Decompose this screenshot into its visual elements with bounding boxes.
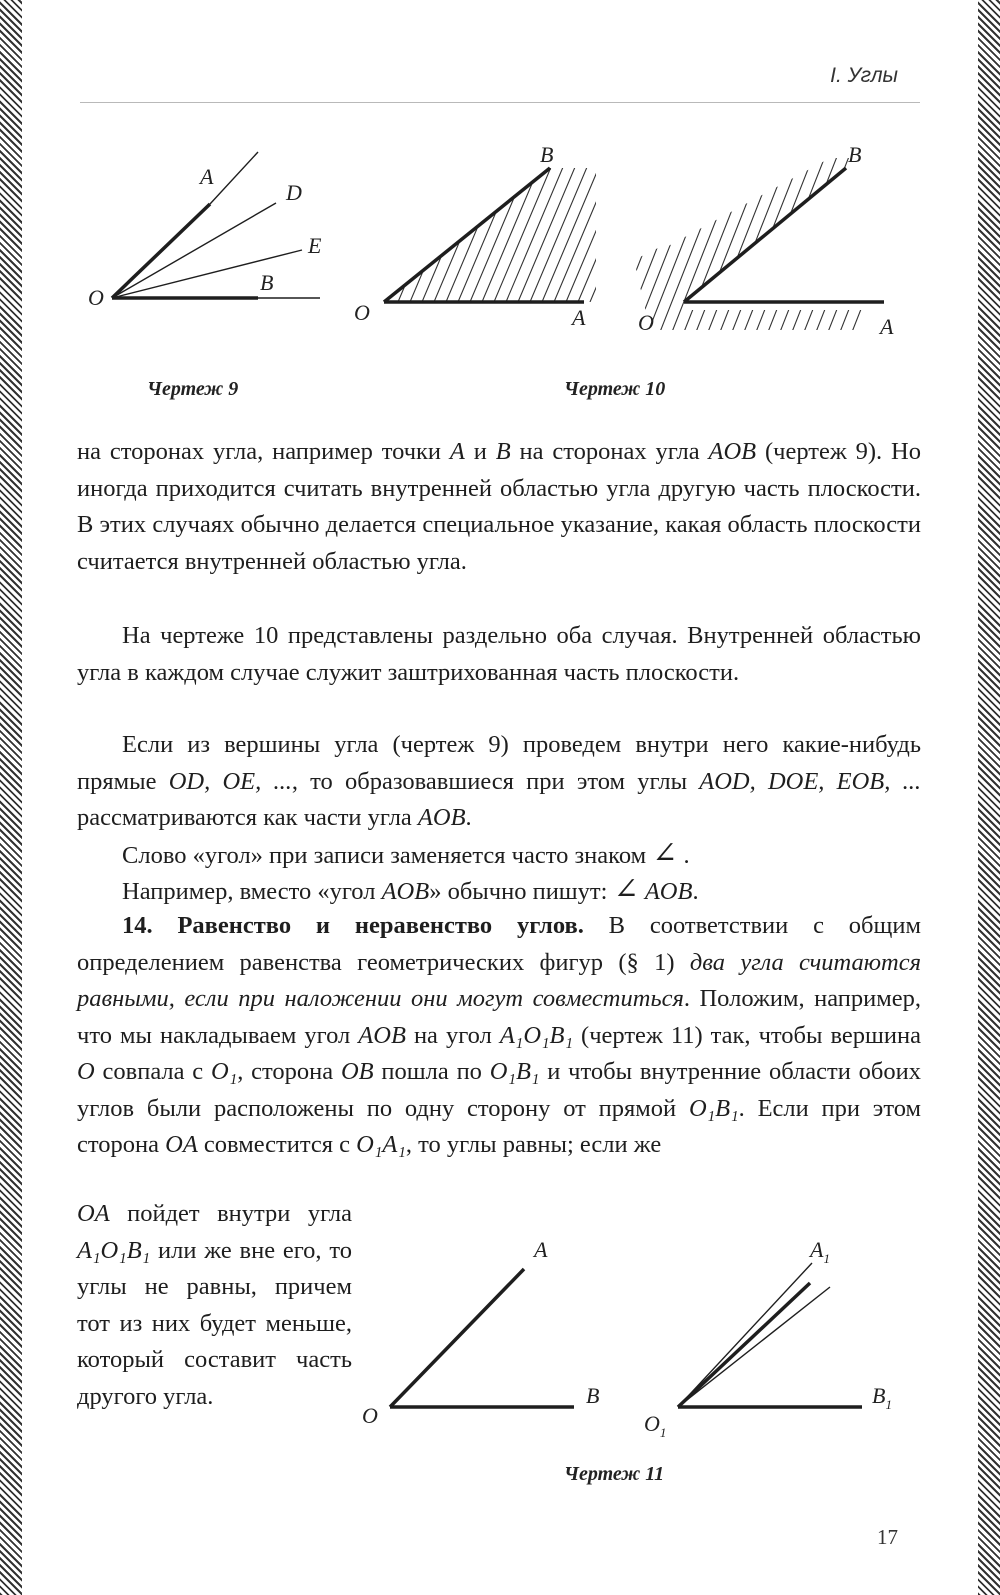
- hatch-line: [470, 160, 530, 302]
- italic-run: O₁: [211, 1058, 238, 1085]
- italic-run: AOB: [417, 804, 466, 831]
- paragraph-4: Слово «угол» при записи заменяется часто знаком ∠ .: [122, 837, 690, 870]
- paragraph-6: [77, 908, 921, 1164]
- italic-run: AOB: [381, 878, 430, 905]
- italic-run: O₁A₁: [356, 1131, 406, 1158]
- text-run: Если из вершины угла (чертеж 9) проведем внутри него какие-нибудь прямые: [77, 731, 921, 795]
- header-rule: [80, 102, 920, 103]
- figure-11-left: [352, 1235, 642, 1435]
- text-run: совпала с: [94, 1058, 211, 1085]
- label-o1: $O_1$: [644, 1411, 667, 1440]
- paragraph-3: [77, 727, 921, 837]
- caption-figure-11: Чертеж 11: [564, 1463, 665, 1485]
- label-e: E: [308, 233, 322, 258]
- italic-run: A: [449, 438, 465, 465]
- italic-run: AOB: [644, 878, 693, 905]
- hatch-line: [578, 160, 638, 302]
- label-b: B: [586, 1383, 600, 1408]
- hatch-line: [816, 154, 886, 332]
- text-run: на сторонах угла: [510, 438, 709, 465]
- text-run: (чертеж 11) так, чтобы вершина: [573, 1021, 922, 1049]
- paragraph-5: [77, 872, 921, 911]
- page-number: 17: [877, 1525, 898, 1549]
- section-heading: 14. Равенство и неравенство углов.: [122, 912, 584, 939]
- hatch-line: [554, 160, 614, 302]
- hatch-line: [840, 154, 910, 332]
- label-b: B: [260, 270, 274, 295]
- italic-run: O₁B₁: [688, 1094, 739, 1122]
- text-run: » обычно пишут:: [429, 878, 614, 905]
- hatch-line: [410, 160, 470, 302]
- text-run: пошла по: [373, 1058, 490, 1085]
- angle-sign: ∠: [652, 837, 678, 870]
- figure-11-right: [640, 1235, 930, 1445]
- italic-run: O: [77, 1058, 95, 1085]
- italic-run: OA: [165, 1131, 198, 1158]
- left-decorative-border: [0, 0, 22, 1595]
- text-run: и: [464, 438, 496, 465]
- hatch-line: [828, 154, 898, 332]
- text-run: пойдет внутри угла: [109, 1200, 352, 1227]
- text-run: .: [692, 878, 699, 905]
- caption-figure-10: Чертеж 10: [564, 378, 666, 400]
- book-page: [22, 0, 978, 1595]
- figure-10-left: [350, 140, 620, 340]
- label-a1: $A_1$: [810, 1237, 830, 1266]
- text-run: Например, вместо «угол: [122, 878, 382, 905]
- label-a: A: [572, 305, 586, 330]
- text-run: , сторона: [237, 1058, 341, 1085]
- label-b: B: [540, 142, 554, 167]
- angle-sign: ∠: [613, 873, 639, 906]
- hatch-line: [518, 160, 578, 302]
- hatch-line: [446, 160, 506, 302]
- ray-oa-ext: [210, 152, 258, 204]
- hatch-line: [804, 154, 874, 332]
- text-run: или же вне его, то углы не равны, причем тот из них будет меньше, который составит часть другого угла.: [77, 1236, 352, 1410]
- side-oa-overlay: [678, 1283, 810, 1407]
- side-o1a1: [678, 1263, 812, 1407]
- italic-run: AOB: [358, 1021, 406, 1049]
- label-o: O: [354, 300, 370, 325]
- text-run: . Если при этом сторона: [77, 1094, 921, 1158]
- running-header: I. Углы: [830, 64, 898, 87]
- text-run: рассматриваются как части угла: [77, 804, 418, 831]
- hatch-line: [434, 160, 494, 302]
- label-o: O: [88, 285, 104, 310]
- paragraph-7: [77, 1196, 352, 1415]
- text-run: .: [465, 804, 472, 831]
- text-run: на сторонах угла, например точки: [77, 438, 450, 465]
- text-run: (чертеж 9). Но иногда приходится считать внутренней областью угла другую часть плоскости. В этих случаях обычно делается специальное указание, какая область плоскости считается внутренней областью угла.: [77, 438, 921, 575]
- italic-run: OB: [340, 1058, 374, 1085]
- ray-oe: [112, 250, 302, 298]
- italic-run: OD, OE, ...: [168, 767, 292, 795]
- text-run: Слово «угол» при записи заменяется часто знаком: [122, 842, 647, 869]
- definition-italic: два угла считаются равными, если при наложении они могут совместиться: [77, 948, 921, 1012]
- italic-run: AOB: [708, 438, 757, 465]
- right-decorative-border: [978, 0, 1000, 1595]
- label-a: A: [880, 314, 894, 339]
- side-ob: [684, 168, 846, 302]
- figure-9: [80, 140, 350, 340]
- text-run: на угол: [405, 1021, 500, 1049]
- label-b1: $B_1$: [872, 1383, 892, 1412]
- hatch-line: [852, 154, 922, 332]
- hatch-line: [374, 160, 434, 302]
- hatch-line: [386, 160, 446, 302]
- paragraph-2: На чертеже 10 представлены раздельно оба случая. Внутренней областью угла в каждом случае служит заштрихованная часть плоскости.: [77, 622, 921, 686]
- text-run: . Положим, например, что мы накладываем угол: [77, 985, 921, 1049]
- text-run: , то углы равны; если же: [405, 1131, 662, 1158]
- label-a: A: [534, 1237, 548, 1262]
- hatch-line: [494, 160, 554, 302]
- label-b: B: [848, 142, 862, 167]
- italic-run: B: [495, 438, 511, 465]
- hatch-line: [566, 160, 626, 302]
- label-o: O: [362, 1403, 378, 1428]
- text-run: В соответствии с общим определением равенства геометрических фигур (§ 1): [77, 912, 921, 976]
- label-d: D: [286, 180, 302, 205]
- italic-run: O₁B₁: [489, 1058, 540, 1085]
- hatch-line: [458, 160, 518, 302]
- ray-oa: [112, 204, 210, 298]
- ray-inner: [678, 1287, 830, 1407]
- italic-run: A₁O₁B₁: [77, 1236, 151, 1264]
- text-run: и чтобы внутренние области обоих углов были расположены по одну сторону от прямой: [77, 1058, 921, 1122]
- italic-run: AOD, DOE, EOB, ...: [699, 767, 921, 795]
- hatch-line: [350, 160, 410, 302]
- hatch-line: [398, 160, 458, 302]
- side-oa: [390, 1269, 524, 1407]
- paragraph-1: [77, 434, 921, 580]
- italic-run: OA: [77, 1200, 110, 1227]
- text-run: , то образовавшиеся при этом углы: [291, 767, 700, 795]
- label-a: A: [200, 164, 214, 189]
- italic-run: A₁O₁B₁: [499, 1021, 574, 1049]
- hatch-line: [530, 160, 590, 302]
- label-o: O: [638, 310, 654, 335]
- caption-figure-9: Чертеж 9: [147, 378, 239, 400]
- hatch-line: [542, 160, 602, 302]
- text-run: совместится с: [197, 1131, 357, 1158]
- figure-10-right: [630, 140, 920, 350]
